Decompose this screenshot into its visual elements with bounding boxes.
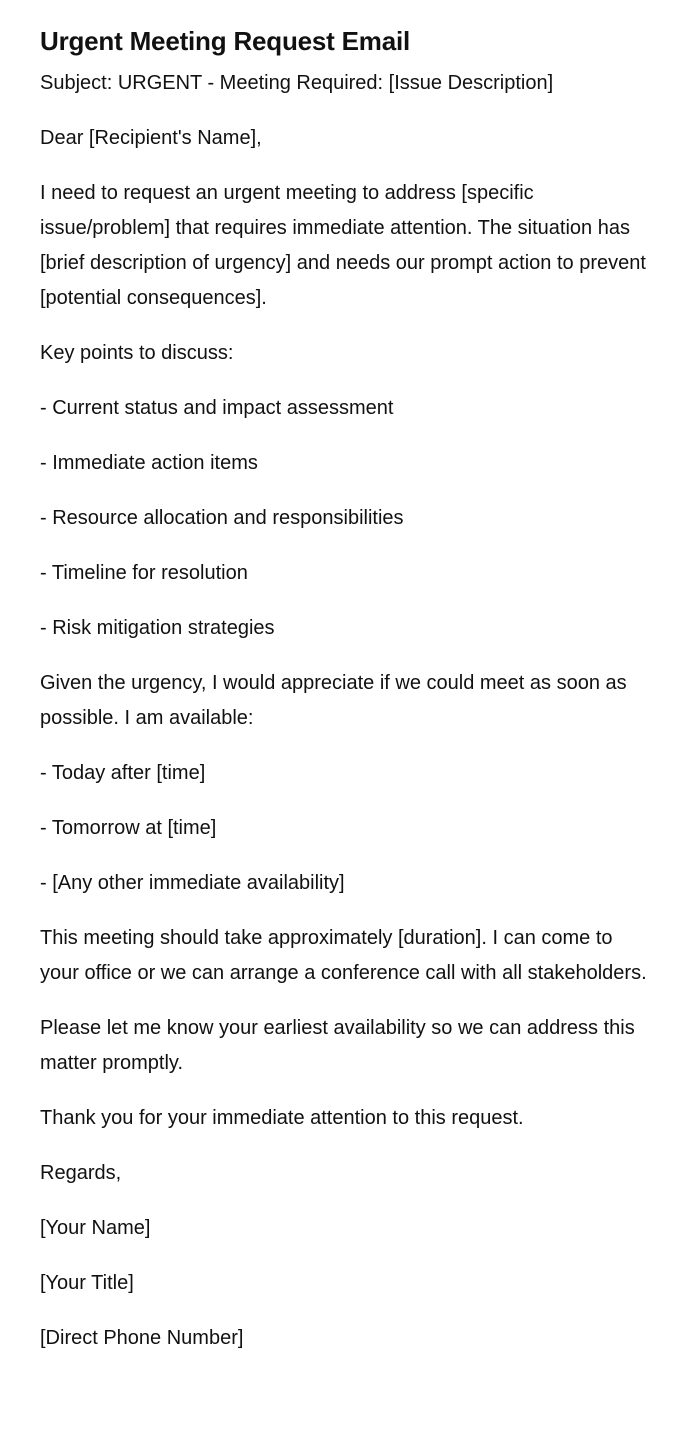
intro-paragraph: I need to request an urgent meeting to address [specific issue/problem] that requires immediate attention. The situation has [brief description of urgency] and needs our prompt action to prevent [potential consequences]. (40, 182, 646, 309)
duration-paragraph: This meeting should take approximately [duration]. I can come to your office or we can arrange a conference call with all stakeholders. (40, 927, 647, 984)
availability-item: - Tomorrow at [time] (40, 817, 217, 839)
key-points-heading: Key points to discuss: (40, 342, 234, 364)
signature-phone: [Direct Phone Number] (40, 1327, 244, 1349)
key-point-item: - Immediate action items (40, 452, 258, 474)
document-title: Urgent Meeting Request Email (40, 26, 411, 56)
request-paragraph: Please let me know your earliest availability so we can address this matter promptly. (40, 1017, 635, 1074)
key-point-item: - Current status and impact assessment (40, 397, 394, 419)
signature-title: [Your Title] (40, 1272, 134, 1294)
subject-line: Subject: URGENT - Meeting Required: [Issue Description] (40, 72, 554, 94)
signature-name: [Your Name] (40, 1217, 151, 1239)
key-point-item: - Timeline for resolution (40, 562, 248, 584)
key-point-item: - Risk mitigation strategies (40, 617, 275, 639)
greeting: Dear [Recipient's Name], (40, 127, 262, 149)
thanks-paragraph: Thank you for your immediate attention to this request. (40, 1107, 524, 1129)
availability-item: - [Any other immediate availability] (40, 872, 345, 894)
availability-paragraph: Given the urgency, I would appreciate if we could meet as soon as possible. I am available: (40, 672, 627, 729)
closing: Regards, (40, 1162, 122, 1184)
key-point-item: - Resource allocation and responsibilities (40, 507, 404, 529)
availability-item: - Today after [time] (40, 762, 206, 784)
